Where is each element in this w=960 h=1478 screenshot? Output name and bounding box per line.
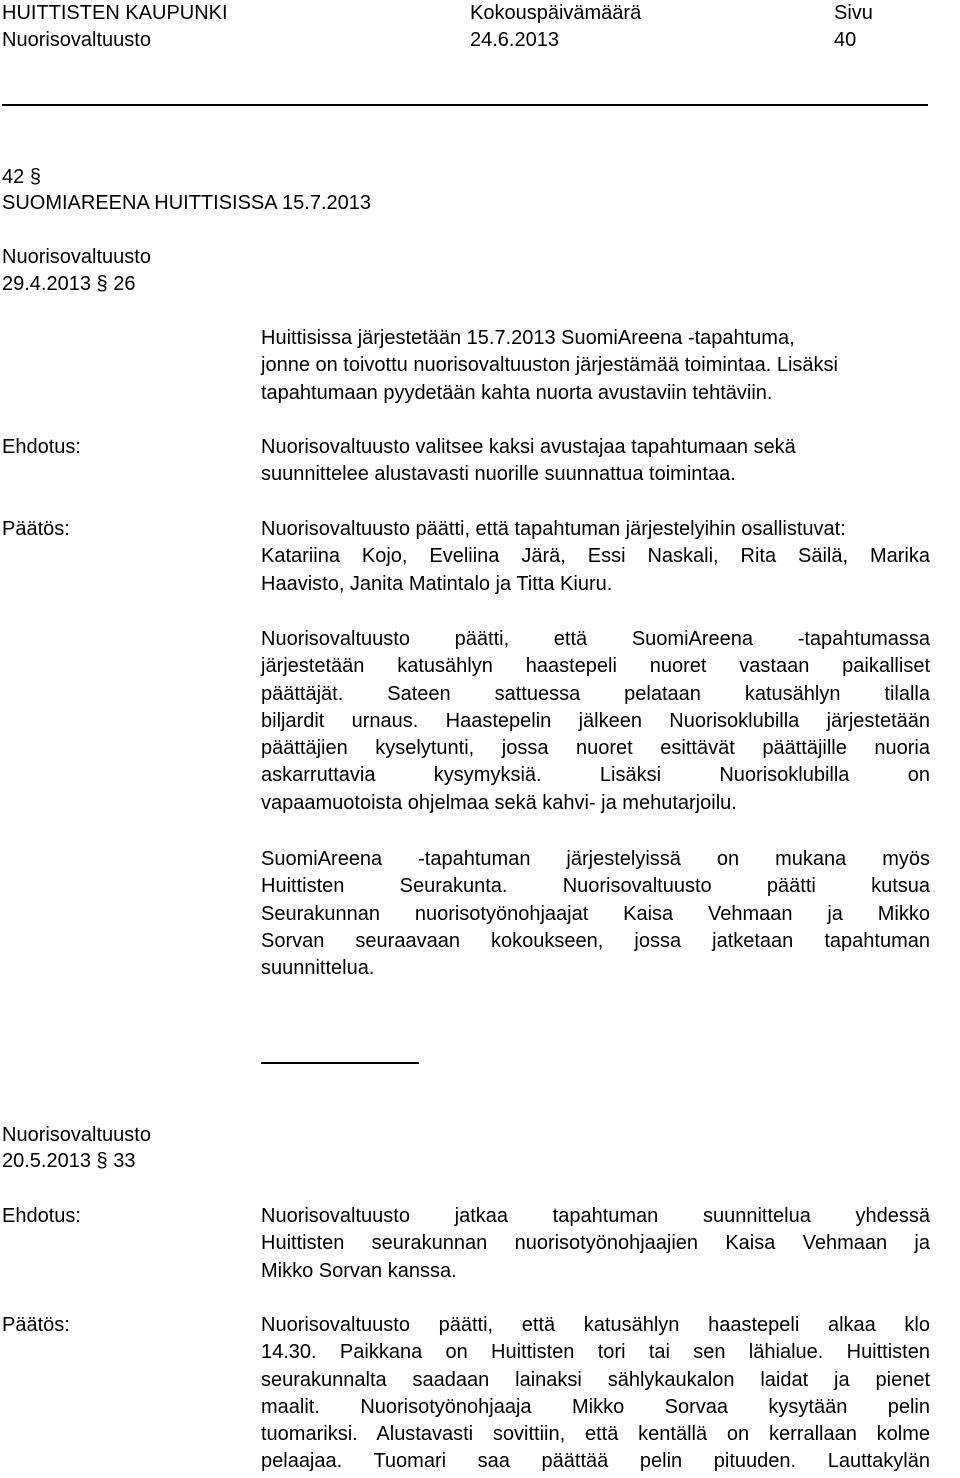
item-number-line: [2, 164, 41, 191]
decision-line: Seurakunnan nuorisotyönohjaajat Kaisa Vehmaan ja Mikko: [261, 902, 930, 925]
history1-proposal-label: Ehdotus:: [2, 436, 81, 458]
decision-line: Nuorisovaltuusto päätti, että katusählyn haastepeli alkaa klo: [261, 1314, 930, 1336]
header-org: HUITTISTEN KAUPUNKI: [2, 2, 228, 24]
history2-proposal-label: Ehdotus:: [2, 1205, 81, 1227]
decision-line: biljardit urnaus. Haastepelin jälkeen Nuorisoklubilla järjestetään: [261, 709, 930, 732]
decision-line: järjestetään katusählyn haastepeli nuoret vastaan paikalliset: [261, 655, 930, 678]
history1-decision-p3: [261, 846, 930, 982]
history2-ref: [2, 1148, 135, 1175]
section-divider: [261, 1062, 419, 1064]
decision-line: Nuorisovaltuusto päätti, että SuomiAreena -tapahtumassa: [261, 628, 930, 650]
decision-line: vapaamuotoista ohjelmaa sekä kahvi- ja mehutarjoilu.: [261, 791, 737, 814]
intro-line: Huittisissa järjestetään 15.7.2013 SuomiAreena -tapahtuma,: [261, 327, 795, 349]
section-mark: §: [29, 166, 41, 188]
decision-line: päättäjät. Sateen sattuessa pelataan katusählyn tilalla: [261, 682, 930, 705]
decision-line: Nuorisovaltuusto päätti, että tapahtuman järjestelyihin osallistuvat:: [261, 518, 846, 540]
header-rule: [2, 104, 928, 106]
header-body-name: Nuorisovaltuusto: [2, 29, 151, 51]
header-date-label: Kokouspäivämäärä: [470, 2, 642, 24]
history2-decision: [261, 1312, 930, 1476]
history2-body: Nuorisovaltuusto: [2, 1124, 151, 1146]
intro-line: jonne on toivottu nuorisovaltuuston järjestämää toimintaa. Lisäksi: [261, 354, 838, 377]
decision-line: tuomariksi. Alustavasti sovittiin, että kentällä on kerrallaan kolme: [261, 1423, 930, 1446]
decision-line: maalit. Nuorisotyönohjaaja Mikko Sorvaa kysytään pelin: [261, 1395, 930, 1418]
history1-proposal: [261, 434, 930, 489]
proposal-line: Huittisten seurakunnan nuorisotyönohjaajien Kaisa Vehmaan ja: [261, 1232, 930, 1255]
history1-ref: [2, 271, 135, 298]
decision-line: 14.30. Paikkana on Huittisten tori tai sen lähialue. Huittisten: [261, 1341, 930, 1364]
history1-ref-number: 26: [113, 273, 136, 295]
proposal-line: Nuorisovaltuusto valitsee kaksi avustajaa tapahtumaan sekä: [261, 436, 796, 458]
item-number: 42: [2, 166, 25, 188]
history2-proposal: [261, 1203, 930, 1285]
decision-line: Haavisto, Janita Matintalo ja Titta Kiuru.: [261, 572, 613, 595]
header-page-label: Sivu: [834, 2, 873, 24]
history1-ref-date: 29.4.2013: [2, 273, 91, 295]
proposal-line: Nuorisovaltuusto jatkaa tapahtuman suunnittelua yhdessä: [261, 1205, 930, 1227]
section-mark: §: [96, 1150, 108, 1172]
history2-ref-date: 20.5.2013: [2, 1150, 91, 1172]
history1-decision-p2: [261, 626, 930, 817]
intro-line: tapahtumaan pyydetään kahta nuorta avustaviin tehtäviin.: [261, 381, 773, 404]
header-page: 40: [834, 29, 857, 51]
history2-ref-number: 33: [113, 1150, 136, 1172]
proposal-line: Mikko Sorvan kanssa.: [261, 1259, 457, 1282]
decision-line: Huittisten Seurakunta. Nuorisovaltuusto päätti kutsua: [261, 875, 930, 898]
item-title: SUOMIAREENA HUITTISISSA 15.7.2013: [2, 192, 372, 214]
decision-line: suunnittelua.: [261, 957, 375, 980]
proposal-line: suunnittelee alustavasti nuorille suunnattua toimintaa.: [261, 463, 736, 486]
decision-line: Katariina Kojo, Eveliina Järä, Essi Naskali, Rita Säilä, Marika: [261, 545, 930, 568]
section-mark: §: [96, 273, 108, 295]
decision-line: SuomiAreena -tapahtuman järjestelyissä on mukana myös: [261, 848, 930, 870]
history1-intro: [261, 325, 930, 407]
history1-decision-p1: [261, 516, 930, 598]
history1-body: Nuorisovaltuusto: [2, 246, 151, 268]
history2-decision-label: Päätös:: [2, 1314, 70, 1336]
decision-line: seurakunnalta saadaan lainaksi sählykaukalon laidat ja pienet: [261, 1368, 930, 1391]
history1-decision-label: Päätös:: [2, 518, 70, 540]
decision-line: päättäjien kyselytunti, jossa nuoret esittävät päättäjille nuoria: [261, 737, 930, 760]
decision-line: pelaajaa. Tuomari saa päättää pelin pituuden. Lauttakylän: [261, 1450, 930, 1473]
decision-line: askarruttavia kysymyksiä. Lisäksi Nuorisoklubilla on: [261, 764, 930, 787]
decision-line: Sorvan seuraavaan kokoukseen, jossa jatketaan tapahtuman: [261, 929, 930, 952]
header-date: 24.6.2013: [470, 29, 559, 51]
